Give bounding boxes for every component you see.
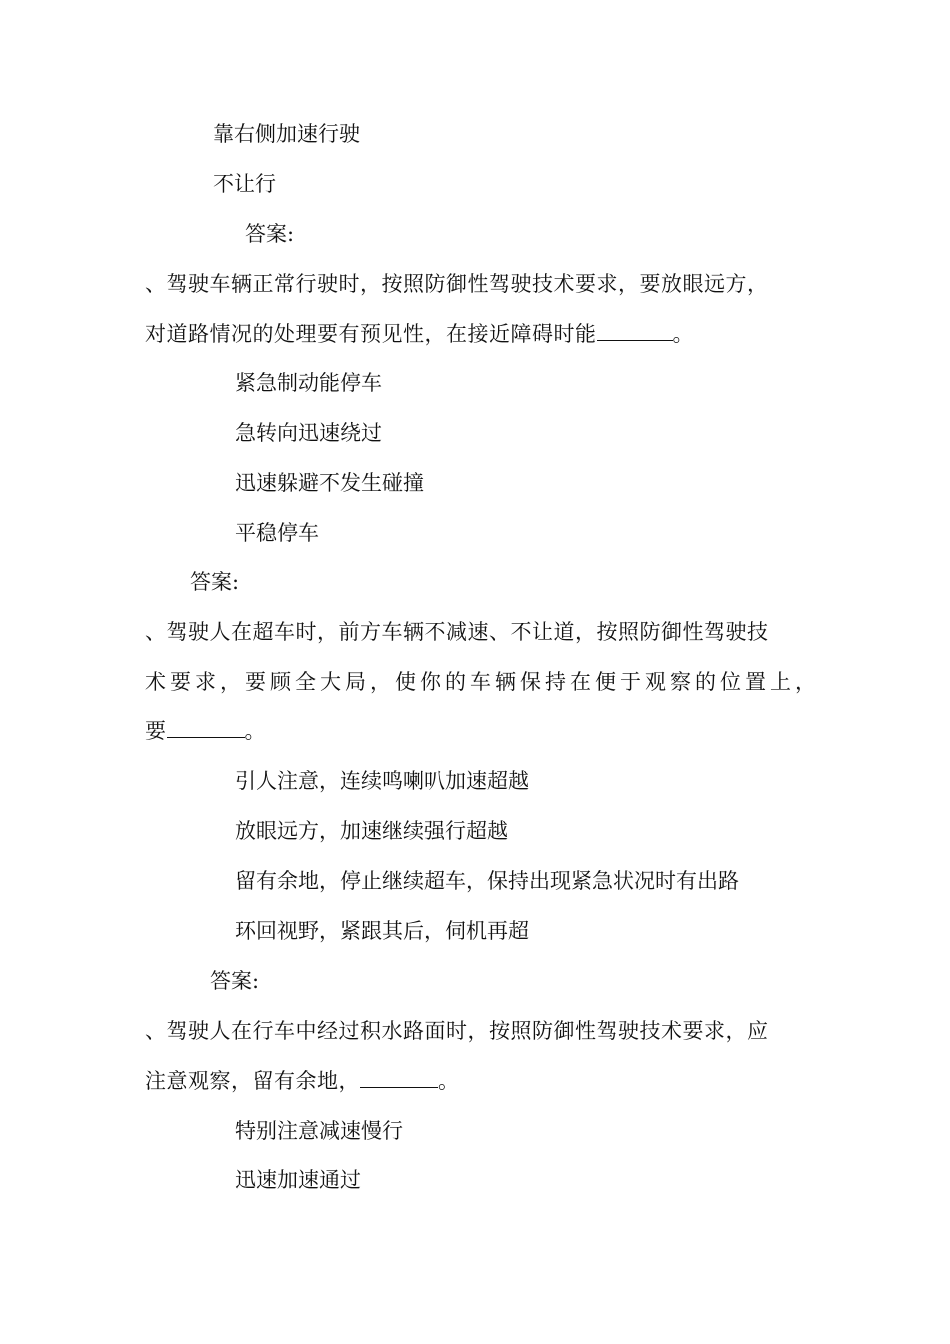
question-text bbox=[145, 717, 266, 745]
question-text: 、驾驶人在超车时，前方车辆不减速、不让道，按照防御性驾驶技 bbox=[145, 620, 769, 644]
option-text: 靠右侧加速行驶 bbox=[213, 122, 360, 146]
option-text: 不让行 bbox=[213, 172, 276, 196]
answer-label: 答案: bbox=[245, 222, 295, 246]
option-text: 平稳停车 bbox=[235, 521, 319, 545]
answer-blank bbox=[597, 320, 673, 341]
answer-blank bbox=[360, 1067, 438, 1088]
option-text: 引人注意，连续鸣喇叭加速超越 bbox=[235, 769, 529, 793]
answer-label: 答案: bbox=[190, 570, 240, 594]
option-text: 迅速加速通过 bbox=[235, 1168, 361, 1192]
option-text: 环回视野，紧跟其后，伺机再超 bbox=[235, 919, 529, 943]
option-text: 特别注意减速慢行 bbox=[235, 1119, 403, 1143]
option-text: 留有余地，停止继续超车，保持出现紧急状况时有出路 bbox=[235, 869, 739, 893]
question-text bbox=[145, 320, 694, 348]
option-text: 紧急制动能停车 bbox=[235, 371, 382, 395]
question-text-part: 对道路情况的处理要有预见性，在接近障碍时能 bbox=[145, 322, 597, 346]
question-text: 术要求，要顾全大局，使你的车辆保持在便于观察的位置上， bbox=[145, 670, 820, 694]
question-text: 、驾驶人在行车中经过积水路面时，按照防御性驾驶技术要求，应 bbox=[145, 1019, 769, 1043]
option-text: 急转向迅速绕过 bbox=[235, 421, 382, 445]
question-end: 。 bbox=[672, 322, 694, 346]
option-text: 迅速躲避不发生碰撞 bbox=[235, 471, 424, 495]
question-end: 。 bbox=[244, 719, 266, 743]
question-text: 、驾驶车辆正常行驶时，按照防御性驾驶技术要求，要放眼远方， bbox=[145, 272, 769, 296]
question-end: 。 bbox=[438, 1069, 460, 1093]
option-text: 放眼远方，加速继续强行超越 bbox=[235, 819, 508, 843]
question-text bbox=[145, 1067, 460, 1095]
answer-blank bbox=[167, 717, 245, 738]
question-text-part: 要 bbox=[145, 719, 167, 743]
answer-label: 答案: bbox=[210, 969, 260, 993]
question-text-part: 注意观察，留有余地， bbox=[145, 1069, 360, 1093]
